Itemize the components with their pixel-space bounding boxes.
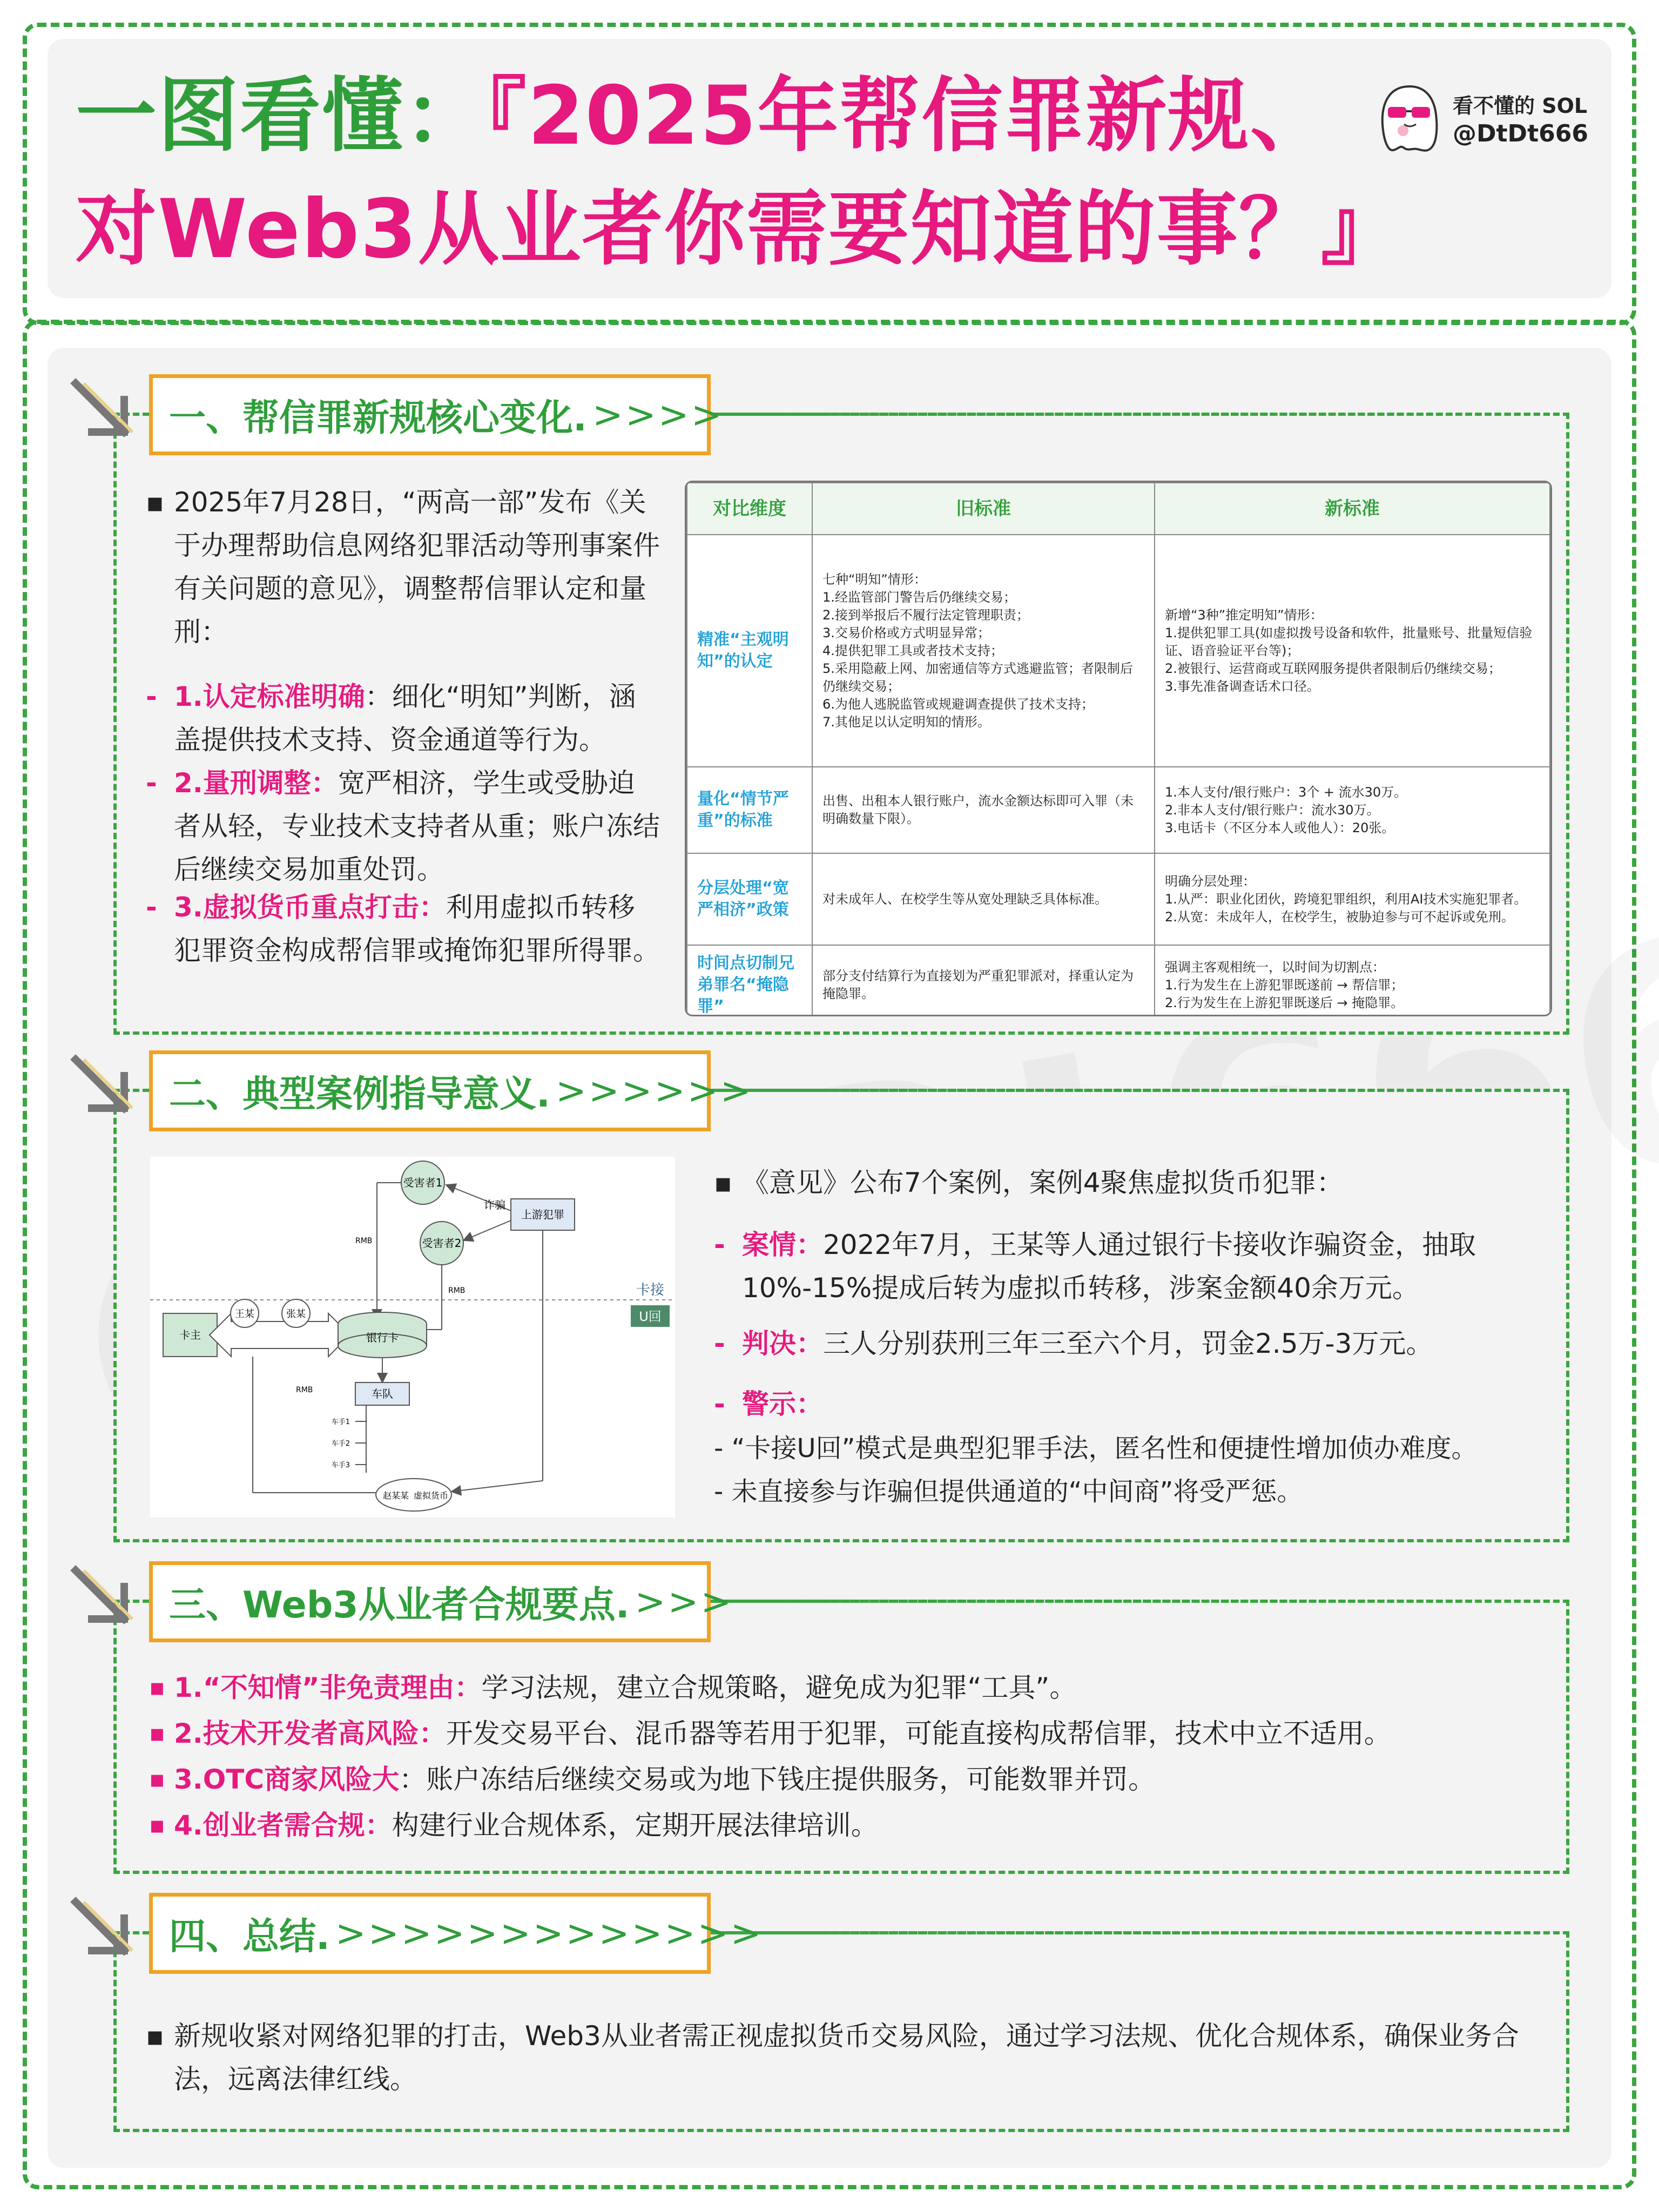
section2-warning-label: 警示： xyxy=(742,1388,823,1420)
section4-title: 四、总结. xyxy=(169,1915,330,1958)
svg-text:卡主: 卡主 xyxy=(179,1328,201,1341)
arrow-icon xyxy=(65,1560,146,1641)
bullet-icon: ▪ xyxy=(146,487,164,518)
section2-arrows: >>>>>> xyxy=(555,1069,753,1112)
svg-text:车手3: 车手3 xyxy=(331,1461,350,1469)
section1-point-3: 3.虚拟货币重点打击：利用虚拟币转移犯罪资金构成帮信罪或掩饰犯罪所得罪。 xyxy=(174,892,660,966)
svg-text:车手2: 车手2 xyxy=(331,1440,350,1448)
dash-icon: - xyxy=(146,767,157,799)
table-cell-dimension: 分层处理“宽严相济”政策 xyxy=(687,853,812,945)
bullet-icon: ▪ xyxy=(146,2020,164,2052)
section2-warning-1: - “卡接U回”模式是典型犯罪手法，匿名性和便捷性增加侦办难度。 xyxy=(714,1433,1478,1464)
table-cell-old: 出售、出租本人银行账户，流水金额达标即可入罪（未明确数量下限）。 xyxy=(812,767,1155,853)
bullet-icon: ▪ xyxy=(149,1719,165,1747)
svg-text:RMB: RMB xyxy=(296,1386,313,1394)
dash-icon: - xyxy=(146,681,157,712)
table-cell-dimension: 量化“情节严重”的标准 xyxy=(687,767,812,853)
section3-arrows: >>> xyxy=(635,1580,734,1623)
author-name: 看不懂的 SOL xyxy=(1453,94,1588,118)
svg-text:RMB: RMB xyxy=(448,1286,466,1295)
table-row xyxy=(687,853,1550,945)
table-row xyxy=(687,945,1550,1016)
table-row xyxy=(687,767,1550,853)
bullet-icon: ▪ xyxy=(149,1674,165,1701)
table-cell-old: 对未成年人、在校学生等从宽处理缺乏具体标准。 xyxy=(812,853,1155,945)
svg-text:银行卡: 银行卡 xyxy=(366,1331,399,1344)
title-line-1 xyxy=(76,70,1332,162)
dash-icon: - xyxy=(714,1388,725,1420)
section3-point-4: 4.创业者需合规：构建行业合规体系，定期开展法律培训。 xyxy=(174,1810,878,1841)
section2-verdict: 判决：三人分别获刑三年三至六个月，罚金2.5万-3万元。 xyxy=(742,1328,1433,1359)
svg-text:张某: 张某 xyxy=(286,1309,306,1320)
arrow-icon xyxy=(65,373,146,454)
section3-point-2: 2.技术开发者高风险：开发交易平台、混币器等若用于犯罪，可能直接构成帮信罪，技术中立不适用。 xyxy=(174,1718,1391,1749)
svg-text:诈骗: 诈骗 xyxy=(484,1198,505,1211)
section3-head-line xyxy=(713,1600,1569,1603)
comparison-table xyxy=(685,481,1552,1016)
section1-arrows: >>>> xyxy=(592,393,724,436)
dash-icon: - xyxy=(146,892,157,923)
table-row xyxy=(687,535,1550,767)
section3-heading xyxy=(149,1561,734,1642)
section4-head-line xyxy=(713,1931,1569,1934)
section1-intro: 2025年7月28日，“两高一部”发布《关于办理帮助信息网络犯罪活动等刑事案件有关问题的意见》，调整帮信罪认定和量刑： xyxy=(174,487,660,648)
section4-heading xyxy=(149,1893,764,1974)
avatar xyxy=(1372,81,1447,157)
svg-text:车手1: 车手1 xyxy=(331,1418,350,1426)
title-main-1: 『2025年帮信罪新规、 xyxy=(486,69,1332,163)
bullet-icon: ▪ xyxy=(714,1167,732,1198)
section2-title: 二、典型案例指导意义. xyxy=(169,1073,550,1116)
svg-text:上游犯罪: 上游犯罪 xyxy=(521,1208,564,1221)
section3-point-3: 3.OTC商家风险大：账户冻结后继续交易或为地下钱庄提供服务，可能数罪并罚。 xyxy=(174,1764,1156,1795)
table-cell-new: 新增“3种”推定明知”情形： 1.提供犯罪工具(如虚拟拨号设备和软件，批量账号、批量短信验证、语音验证平台等)； 2.被银行、运营商或互联网服务提供者限制后仍继续交易； 3.事先准备调查话术口径。 xyxy=(1155,535,1550,767)
section1-head-line xyxy=(713,413,1569,416)
table-cell-new: 强调主客观相统一，以时间为切割点： 1.行为发生在上游犯罪既遂前 → 帮信罪； 2.行为发生在上游犯罪既遂后 → 掩隐罪。 xyxy=(1155,945,1550,1016)
svg-text:虚拟货币: 虚拟货币 xyxy=(413,1491,449,1501)
section1-heading xyxy=(149,374,724,455)
table-cell-dimension: 时间点切制兄弟罪名“掩隐罪” xyxy=(687,945,812,1016)
section1-point-2: 2.量刑调整：宽严相济，学生或受胁迫者从轻，专业技术支持者从重；账户冻结后继续交易加重处罚。 xyxy=(174,767,660,885)
section1-title: 一、帮信罪新规核心变化. xyxy=(169,396,587,440)
bullet-icon: ▪ xyxy=(149,1811,165,1839)
section2-intro: 《意见》公布7个案例，案例4聚焦虚拟货币犯罪： xyxy=(742,1167,1344,1198)
svg-text:RMB: RMB xyxy=(355,1237,373,1245)
section2-head-line xyxy=(713,1089,1569,1092)
table-header: 新标准 xyxy=(1155,483,1550,535)
table-header-row xyxy=(687,483,1550,535)
case-diagram xyxy=(150,1157,675,1518)
table-cell-new: 1.本人支付/银行账户：3个 + 流水30万。 2.非本人支付/银行账户：流水30万。 3.电话卡（不区分本人或他人）：20张。 xyxy=(1155,767,1550,853)
svg-text:卡接: 卡接 xyxy=(636,1282,665,1298)
svg-text:王某: 王某 xyxy=(235,1309,254,1320)
author-handle: @DtDt666 xyxy=(1453,120,1588,147)
section3-title: 三、Web3从业者合规要点. xyxy=(169,1583,630,1627)
title-line-2: 对Web3从业者你需要知道的事？』 xyxy=(76,183,1403,276)
table-header: 对比维度 xyxy=(687,483,812,535)
title-prefix: 一图看懂： xyxy=(76,69,487,163)
section4-text: 新规收紧对网络犯罪的打击，Web3从业者需正视虚拟货币交易风险，通过学习法规、优化合规体系，确保业务合法，远离法律红线。 xyxy=(174,2020,1519,2095)
table-header: 旧标准 xyxy=(812,483,1155,535)
table-cell-old: 部分支付结算行为直接划为严重犯罪派对，择重认定为掩隐罪。 xyxy=(812,945,1155,1016)
table-cell-old: 七种“明知”情形： 1.经监管部门警告后仍继续交易； 2.接到举报后不履行法定管理职责； 3.交易价格或方式明显异常； 4.提供犯罪工具或者技术支持； 5.采用隐蔽上网、加密通信等方式逃避监管；者限制后仍继续交易； 6.为他人逃脱监管或规避调查提供了技术支持； 7.其他足以认定明知的情形。 xyxy=(812,535,1155,767)
table-cell-new: 明确分层处理： 1.从严：职业化团伙，跨境犯罪组织，利用AI技术实施犯罪者。 2.从宽：未成年人，在校学生，被胁迫参与可不起诉或免刑。 xyxy=(1155,853,1550,945)
arrow-icon xyxy=(65,1891,146,1972)
section2-heading xyxy=(149,1050,753,1131)
section4-arrows: >>>>>>>>>>>>> xyxy=(335,1912,764,1955)
svg-text:赵某某: 赵某某 xyxy=(382,1491,409,1501)
svg-text:受害者1: 受害者1 xyxy=(403,1176,443,1189)
svg-text:受害者2: 受害者2 xyxy=(422,1237,462,1250)
section2-warning-2: - 未直接参与诈骗但提供通道的“中间商”将受严惩。 xyxy=(714,1476,1303,1507)
arrow-icon xyxy=(65,1049,146,1130)
section2-case: 案情：2022年7月，王某等人通过银行卡接收诈骗资金，抽取10%-15%提成后转为虚拟币转移，涉案金额40余万元。 xyxy=(742,1229,1476,1304)
section1-point-1: 1.认定标准明确：细化“明知”判断，涵盖提供技术支持、资金通道等行为。 xyxy=(174,681,636,756)
table-cell-dimension: 精准“主观明知”的认定 xyxy=(687,535,812,767)
dash-icon: - xyxy=(714,1229,725,1260)
bullet-icon: ▪ xyxy=(149,1765,165,1793)
svg-text:车队: 车队 xyxy=(372,1387,393,1400)
section3-point-1: 1.“不知情”非免责理由：学习法规，建立合规策略，避免成为犯罪“工具”。 xyxy=(174,1672,1077,1703)
dash-icon: - xyxy=(714,1328,725,1359)
svg-text:U回: U回 xyxy=(639,1309,662,1324)
